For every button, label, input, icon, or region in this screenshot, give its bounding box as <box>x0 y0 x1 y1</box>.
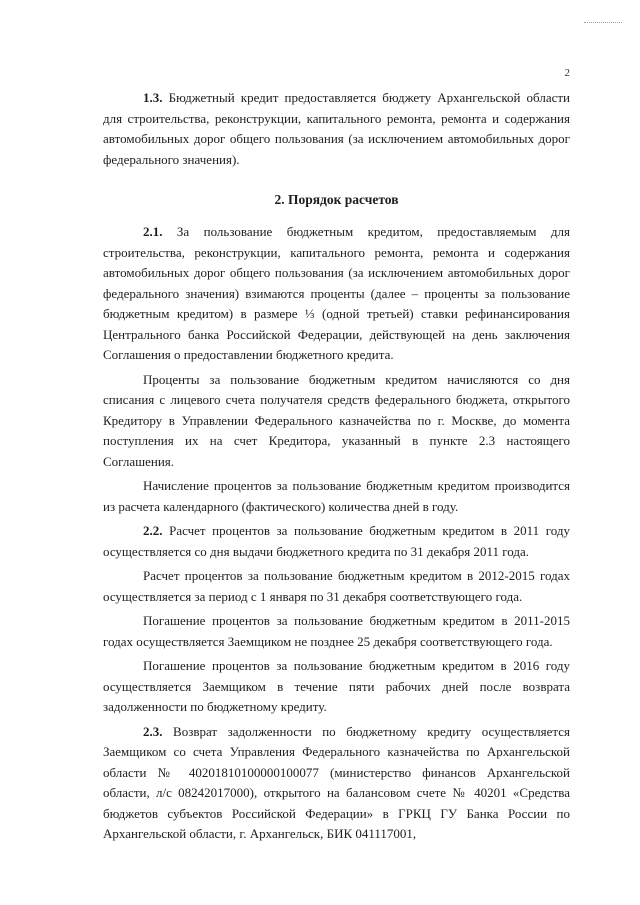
paragraph-repay-2016: Погашение процентов за пользование бюджетным кредитом в 2016 году осуществляется Заемщиком в течение пяти рабочих дней после возврата задолженности по бюджетному кредиту. <box>103 658 570 714</box>
clause-number: 2.2. <box>143 523 163 538</box>
section-heading: 2. Порядок расчетов <box>274 192 399 207</box>
clause-text: Расчет процентов за пользование бюджетным кредитом в 2011 году осуществляется со дня выдачи бюджетного кредита по 31 декабря 2011 года. <box>103 523 570 559</box>
clause-number: 2.1. <box>143 224 163 239</box>
clause-text: Бюджетный кредит предоставляется бюджету Архангельской области для строительства, реконструкции, капитального ремонта, ремонта и содержания автомобильных дорог общего пользования (за исключением автомобильных дорог федерального значения). <box>103 90 570 167</box>
clause-text: За пользование бюджетным кредитом, предоставляемым для строительства, реконструкции, капитального ремонта, ремонта и содержания автомобильных дорог общего пользования (за исключением автомобильных дорог федерального значения) взимаются проценты (далее – проценты за пользование бюджетным кредитом) в размере ⅓ (одной третьей) ставки рефинансирования Центрального банка Российской Федерации, действующей на день заключения Соглашения о предоставлении бюджетного кредита. <box>103 224 570 362</box>
clause-number: 2.3. <box>143 723 163 739</box>
clause-number: 1.3. <box>143 90 163 105</box>
document-body <box>103 88 570 845</box>
paragraph-accrual: Проценты за пользование бюджетным кредитом начисляются со дня списания с лицевого счета получателя средств федерального бюджета, открытого Кредитору в Управлении Федерального казначейства по г. Москве, до момента поступления их на счет Кредитора, указанный в пункте 2.3 настоящего Соглашения. <box>103 371 570 469</box>
paragraph-1-3 <box>103 88 570 170</box>
paragraph-2-1 <box>103 222 570 366</box>
paragraph-2012: Расчет процентов за пользование бюджетным кредитом в 2012-2015 годах осуществляется за период с 1 января по 31 декабря соответствующего года. <box>103 568 570 604</box>
paragraph-repay-2011: Погашение процентов за пользование бюджетным кредитом в 2011-2015 годах осуществляется Заемщиком не позднее 25 декабря соответствующего года. <box>103 613 570 649</box>
paragraph-calendar: Начисление процентов за пользование бюджетным кредитом производится из расчета календарного (фактического) количества дней в году. <box>103 478 570 514</box>
paragraph-2-2 <box>103 521 570 562</box>
page-number: 2 <box>564 67 570 79</box>
paragraph-2-3 <box>103 722 570 845</box>
scan-mark <box>584 22 622 25</box>
clause-text: Возврат задолженности по бюджетному кредиту осуществляется Заемщиком со счета Управления Федерального казначейства по Архангельской области № 40201810100000100077 (министерство финансов Архангельской области, л/с 08242017000), открытого на балансовом счете № 40201 «Средства бюджетов субъектов Российской Федерации» в ГРКЦ ГУ Банка России по Архангельской области, г. Архангельск, БИК 041117001, <box>103 723 570 841</box>
